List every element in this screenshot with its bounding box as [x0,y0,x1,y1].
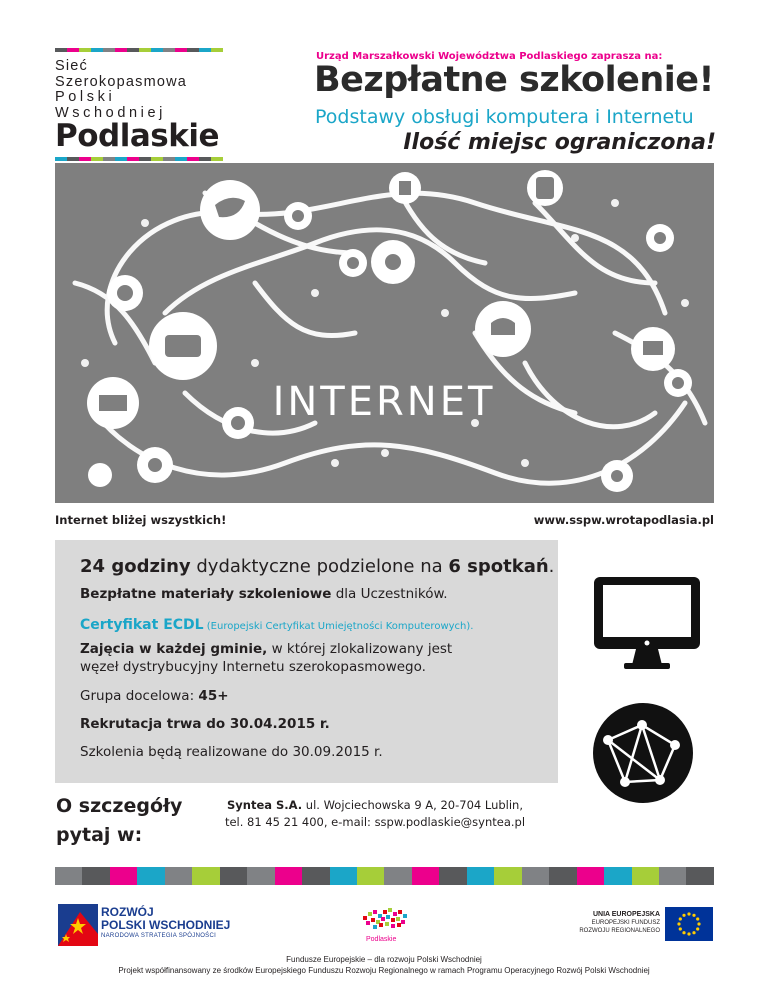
info-line-target [80,688,229,704]
eu-line-2: EUROPEJSKI FUNDUSZ [591,920,660,926]
internet-network-illustration [55,163,714,503]
rpw-emblem-icon [58,904,98,946]
eu-line-1: UNIA EUROPEJSKA [592,911,660,918]
logo-line-3: Podlaskie [55,118,219,154]
sspw-logo [55,48,223,161]
rpw-line-3: NARODOWA STRATEGIA SPÓJNOŚCI [101,933,217,939]
certificate-text: (Europejski Certyfikat Umiejętności Komputerowych). [203,621,474,632]
info-line-certificate [80,614,473,633]
hours-count: 24 godziny [80,556,191,577]
page-title: Bezpłatne szkolenie! [314,60,714,100]
eu-text [560,910,660,935]
info-line-schedule: Szkolenia będą realizowane do 30.09.2015 r. [80,744,383,760]
contact-heading-line-2: pytaj w: [56,824,143,846]
gmina-bold: Zajęcia w każdej gminie, [80,641,268,657]
internet-hero-image [55,163,714,503]
contact-heading-line-1: O szczegóły [56,795,183,817]
hours-text: dydaktyczne podzielone na [190,556,449,577]
limited-seats-notice: Ilość miejsc ograniczona! [403,130,716,155]
logo-top-stripe [55,48,223,52]
materials-bold: Bezpłatne materiały szkoleniowe [80,586,332,602]
logo-line-2: Polski Wschodniej [55,89,166,121]
contact-details [205,797,545,831]
slogan-caption: Internet bliżej wszystkich! [55,513,227,527]
rpw-text [101,906,230,941]
gmina-text-2: węzeł dystrybucyjny Internetu szerokopasmowego. [80,659,426,675]
rpw-line-2: POLSKI WSCHODNIEJ [101,918,231,932]
podlaskie-label: Podlaskie [366,936,397,943]
info-line-materials [80,586,448,602]
info-line-hours [80,556,554,577]
website-link[interactable]: www.sspw.wrotapodlasia.pl [533,513,714,527]
footer-line-2: Projekt współfinansowany ze środków Europejskiego Funduszu Rozwoju Regionalnego w ramach Programu Operacyjnego Rozwój Polski Wschodniej [118,966,650,975]
target-label: Grupa docelowa: [80,688,199,704]
eu-flag-icon [665,907,713,945]
info-line-gmina [80,640,452,676]
internet-word: INTERNET [272,379,496,425]
logo-line-1: Sieć Szerokopasmowa [55,58,188,90]
rpw-line-1: ROZWÓJ [101,905,154,919]
podlaskie-pattern-icon [363,908,409,936]
info-line-recruitment: Rekrutacja trwa do 30.04.2015 r. [80,716,330,732]
page-subtitle: Podstawy obsługi komputera i Internetu [315,106,694,128]
color-stripe-bar [55,867,714,885]
company-name: Syntea S.A. [226,798,303,812]
meetings-count: 6 spotkań [448,556,549,577]
hours-dot: . [548,556,555,577]
company-address: ul. Wojciechowska 9 A, 20-704 Lublin, [302,798,523,812]
materials-text: dla Uczestników. [331,586,448,602]
invite-text: Urząd Marszałkowski Województwa Podlaskiego zaprasza na: [316,51,663,62]
network-globe-icon [590,700,696,810]
company-phone-email: tel. 81 45 21 400, e-mail: sspw.podlaskie@syntea.pl [224,815,526,829]
logo-bottom-stripe [55,157,223,161]
eu-line-3: ROZWOJU REGIONALNEGO [579,928,660,934]
target-value: 45+ [198,688,229,704]
rozwoj-polski-wschodniej-logo [58,904,98,950]
contact-heading [56,792,182,850]
gmina-text: w której zlokalizowany jest [267,641,453,657]
certificate-bold: Certyfikat ECDL [80,617,204,633]
monitor-icon [592,577,702,677]
footer-line-1: Fundusze Europejskie – dla rozwoju Polski Wschodniej [286,955,482,964]
